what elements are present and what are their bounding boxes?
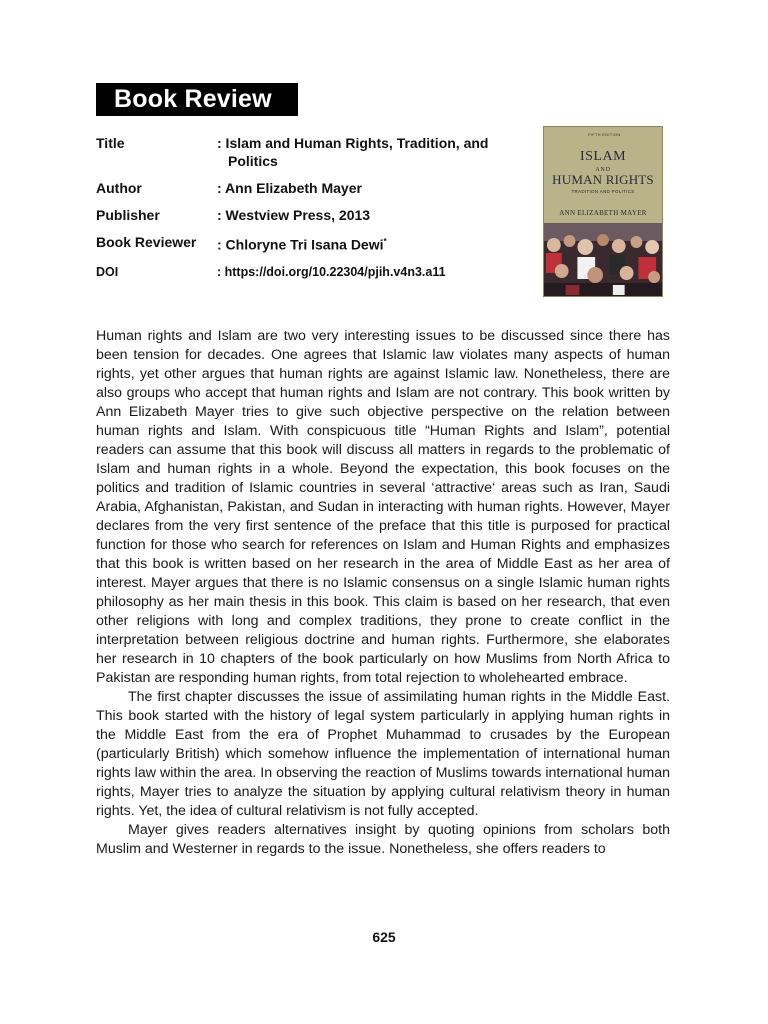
meta-doi-row <box>96 263 526 281</box>
review-body <box>96 327 670 859</box>
meta-title-label: Title <box>96 135 125 151</box>
book-metadata <box>96 134 526 290</box>
meta-title-value <box>217 134 526 170</box>
cover-author: ANN ELIZABETH MAYER <box>559 209 647 217</box>
meta-title-value-line2: Politics <box>228 153 278 169</box>
meta-publisher-label: Publisher <box>96 207 160 223</box>
cover-title-line2: AND <box>595 167 611 173</box>
meta-reviewer-name: : Chloryne Tri Isana Dewi <box>217 236 384 253</box>
meta-publisher-value: : Westview Press, 2013 <box>217 207 371 223</box>
book-cover-image <box>543 126 663 297</box>
meta-title-row <box>96 134 526 170</box>
meta-reviewer-value <box>217 233 526 254</box>
cover-title-line1: ISLAM <box>579 149 627 164</box>
page-number: 625 <box>372 929 396 945</box>
meta-reviewer-row <box>96 233 526 254</box>
cover-title-line3: HUMAN RIGHTS <box>552 172 654 187</box>
meta-author-value: : Ann Elizabeth Mayer <box>217 180 362 196</box>
meta-author-row <box>96 179 526 197</box>
book-review-banner: Book Review <box>96 83 298 116</box>
meta-title-value-line1: : Islam and Human Rights, Tradition, and <box>217 135 489 151</box>
footnote-mark: * <box>383 237 387 246</box>
meta-doi-label: DOI <box>96 264 119 279</box>
meta-publisher-row <box>96 206 526 224</box>
meta-reviewer-label: Book Reviewer <box>96 234 197 250</box>
paragraph-3: Mayer gives readers alternatives insight by quoting opinions from scholars both Muslim and Westerner in regards to the issue. Nonetheless, she offers readers to <box>96 822 670 857</box>
paragraph-2: The first chapter discusses the issue of assimilating human rights in the Middle East. This book started with the history of legal system particularly in applying human rights in the Middle East from the era of Prophet Muhammad to crusades by the European (particularly British) which somehow influence the implementation of international human rights law within the area. In observing the reaction of Muslims towards international human rights, Mayer tries to analyze the situation by applying cultural relativism theory in human rights. Yet, the idea of cultural relativism is not fully accepted. <box>96 689 670 819</box>
meta-doi-value[interactable]: : https://doi.org/10.22304/pjih.v4n3.a11 <box>217 264 446 279</box>
cover-edition: FIFTH EDITION <box>588 132 621 137</box>
cover-subtitle: TRADITION AND POLITICS <box>571 189 635 194</box>
paragraph-1: Human rights and Islam are two very interesting issues to be discussed since there has been tension for decades. One agrees that Islamic law violates many aspects of human rights, yet other argues that human rights are against Islamic law. Nonetheless, there are also groups who accept that human rights and Islam are not contrary. This book written by Ann Elizabeth Mayer tries to give such objective perspective on the relation between human rights and Islam. With conspicuous title “Human Rights and Islam”, potential readers can assume that this book will discuss all matters in regards to the problematic of Islam and human rights in a whole. Beyond the expectation, this book focuses on the politics and tradition of Islamic countries in several ‘attractive‘ areas such as Iran, Saudi Arabia, Afghanistan, Pakistan, and Sudan in interacting with human rights. However, Mayer declares from the very first sentence of the preface that this title is purposed for practical function for those who search for references on Islam and Human Rights and emphasizes that this book is written based on her research in the area of Middle East as her area of interest. Mayer argues that there is no Islamic consensus on a single Islamic human rights philosophy as her main thesis in this book. This claim is based on her research, that even other religions with long and complex traditions, they prone to create conflict in the interpretation between religious doctrine and human rights. Furthermore, she elaborates her research in 10 chapters of the book particularly on how Muslims from North Africa to Pakistan are responding human rights, from total rejection to wholehearted embrace. <box>96 328 670 686</box>
meta-author-label: Author <box>96 180 142 196</box>
cover-crowd-photo <box>544 223 662 297</box>
